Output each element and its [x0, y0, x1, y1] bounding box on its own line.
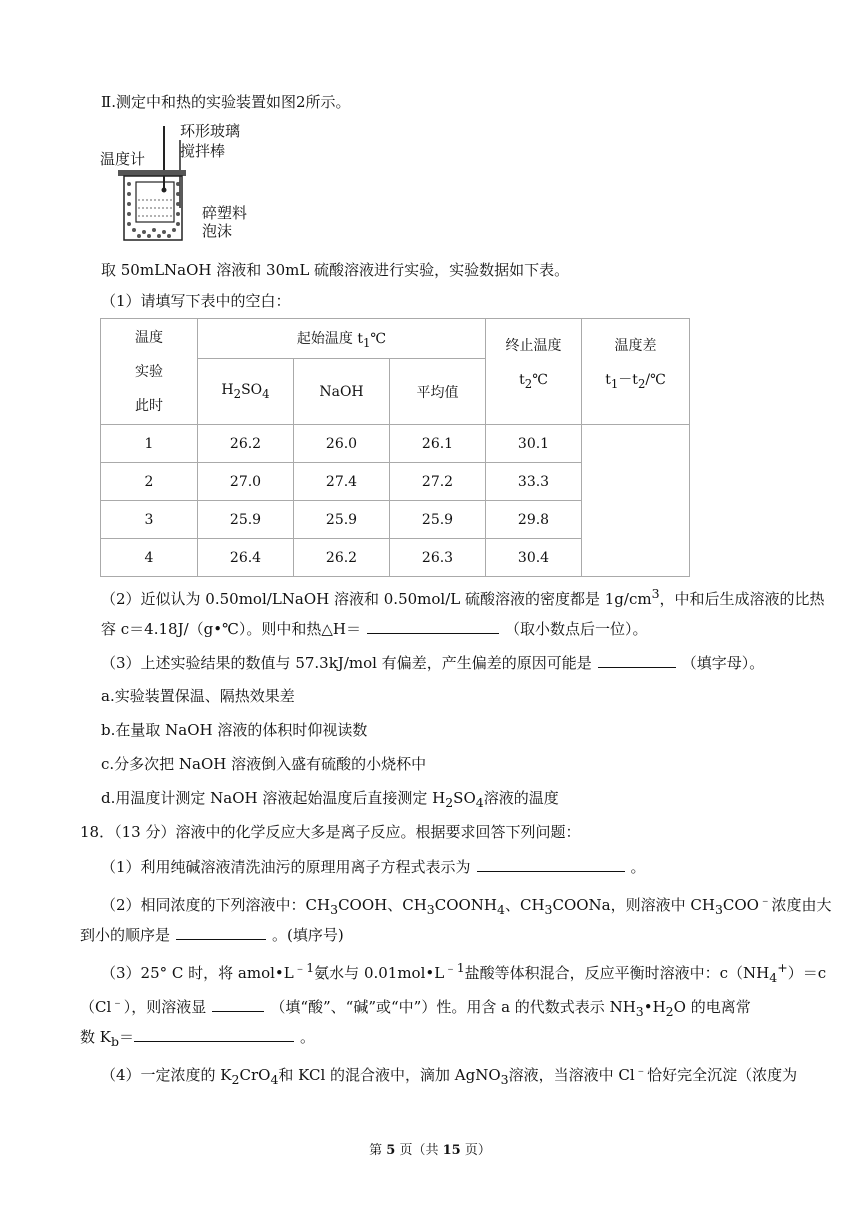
- answer-blank[interactable]: [367, 618, 499, 634]
- cell-naoh: 26.0: [294, 425, 390, 463]
- col-h2so4: $H_2SO_4$: [198, 359, 294, 425]
- cell-h2so4: 27.0: [198, 463, 294, 501]
- answer-blank[interactable]: [477, 856, 625, 872]
- cell-naoh: 26.2: [294, 539, 390, 577]
- q18-part-4: （4）一定浓度的 $K_2CrO_4$和 KCl 的混合液中，滴加 AgNO$_3$溶液，当溶液中 Cl﹣恰好完全沉淀（浓度为: [101, 1062, 798, 1087]
- section-title: Ⅱ.测定中和热的实验装置如图2所示。: [101, 93, 351, 111]
- cell-end: 29.8: [486, 501, 582, 539]
- option-d: d.用温度计测定 NaOH 溶液起始温度后直接测定 $H_2SO_4$溶液的温度: [101, 789, 559, 810]
- cell-end: 30.4: [486, 539, 582, 577]
- cell-h2so4: 26.4: [198, 539, 294, 577]
- row-header-cell: 温度 实验 此时: [101, 319, 198, 425]
- col-average: 平均值: [390, 359, 486, 425]
- question-2-line-2: 容 c＝4.18J/（g•℃）。则中和热△H＝ （取小数点后一位）。: [101, 620, 648, 638]
- cell-avg: 26.3: [390, 539, 486, 577]
- q18-part-2-line-1: （2）相同浓度的下列溶液中：$CH_3COOH$、$CH_3COONH_4$、$CH_3COONa$，则溶液中 $CH_3COO^﹣$浓度由大: [101, 892, 832, 917]
- question-3: （3）上述实验结果的数值与 57.3kJ/mol 有偏差，产生偏差的原因可能是 （填字母）。: [101, 654, 765, 672]
- temp-diff-header: 温度差 $t_1-t_2/℃$: [582, 319, 690, 425]
- q18-part-1: （1）利用纯碱溶液清洗油污的原理用离子方程式表示为 。: [101, 858, 646, 876]
- data-table: [100, 318, 690, 577]
- answer-blank[interactable]: [134, 1026, 294, 1042]
- question-18-title: 18．（13 分）溶液中的化学反应大多是离子反应。根据要求回答下列问题：: [80, 823, 581, 841]
- page-footer: 第 5 页（共 15 页）: [369, 1143, 491, 1158]
- q18-part-2-line-2: 到小的顺序是 。(填序号): [80, 926, 344, 944]
- start-temp-header: 起始温度 $t_1℃$: [198, 319, 486, 359]
- label-foam-1: 碎塑料: [202, 204, 248, 222]
- calorimeter-icon: [98, 118, 188, 248]
- answer-blank[interactable]: [176, 924, 266, 940]
- cell-n: 1: [101, 425, 198, 463]
- answer-blank[interactable]: [598, 652, 676, 668]
- cell-end: 33.3: [486, 463, 582, 501]
- cell-naoh: 27.4: [294, 463, 390, 501]
- option-c: c.分多次把 NaOH 溶液倒入盛有硫酸的小烧杯中: [101, 755, 427, 773]
- cell-avg: 27.2: [390, 463, 486, 501]
- cell-h2so4: 26.2: [198, 425, 294, 463]
- option-b: b.在量取 NaOH 溶液的体积时仰视读数: [101, 721, 368, 739]
- cell-n: 2: [101, 463, 198, 501]
- label-stirrer-1: 环形玻璃: [180, 122, 241, 140]
- q18-part-3-line-2: （Cl﹣），则溶液显 （填“酸”、“碱”或“中”）性。用含 a 的代数式表示 $NH_3•H_2O$ 的电离常: [80, 994, 751, 1019]
- diff-blank-cell[interactable]: [582, 425, 690, 577]
- label-thermometer: 温度计: [100, 150, 146, 168]
- cell-n: 4: [101, 539, 198, 577]
- option-a: a.实验装置保温、隔热效果差: [101, 687, 295, 705]
- q18-part-3-line-3: 数 $K_b=$ 。: [80, 1028, 316, 1049]
- intro-text: 取 50mLNaOH 溶液和 30mL 硫酸溶液进行实验，实验数据如下表。: [101, 261, 570, 279]
- col-naoh: NaOH: [294, 359, 390, 425]
- table-row: [101, 425, 690, 463]
- calorimeter-figure: [98, 118, 248, 252]
- cell-avg: 26.1: [390, 425, 486, 463]
- q18-part-3-line-1: （3）25° C 时，将 $amol•L^{﹣1}$氨水与 $0.01mol•L^{﹣1}$盐酸等体积混合，反应平衡时溶液中：$c(NH_4^+)=c$: [101, 960, 827, 985]
- question-1: （1）请填写下表中的空白：: [101, 292, 291, 310]
- end-temp-header: 终止温度 $t_2℃$: [486, 319, 582, 425]
- label-foam-2: 泡沫: [202, 222, 233, 240]
- cell-n: 3: [101, 501, 198, 539]
- label-stirrer-2: 搅拌棒: [180, 142, 226, 160]
- cell-naoh: 25.9: [294, 501, 390, 539]
- question-2-line-1: （2）近似认为 0.50mol/LNaOH 溶液和 0.50mol/L 硫酸溶液的密度都是 $1g/cm^3$，中和后生成溶液的比热: [101, 586, 825, 608]
- cell-end: 30.1: [486, 425, 582, 463]
- answer-blank[interactable]: [212, 996, 264, 1012]
- cell-h2so4: 25.9: [198, 501, 294, 539]
- cell-avg: 25.9: [390, 501, 486, 539]
